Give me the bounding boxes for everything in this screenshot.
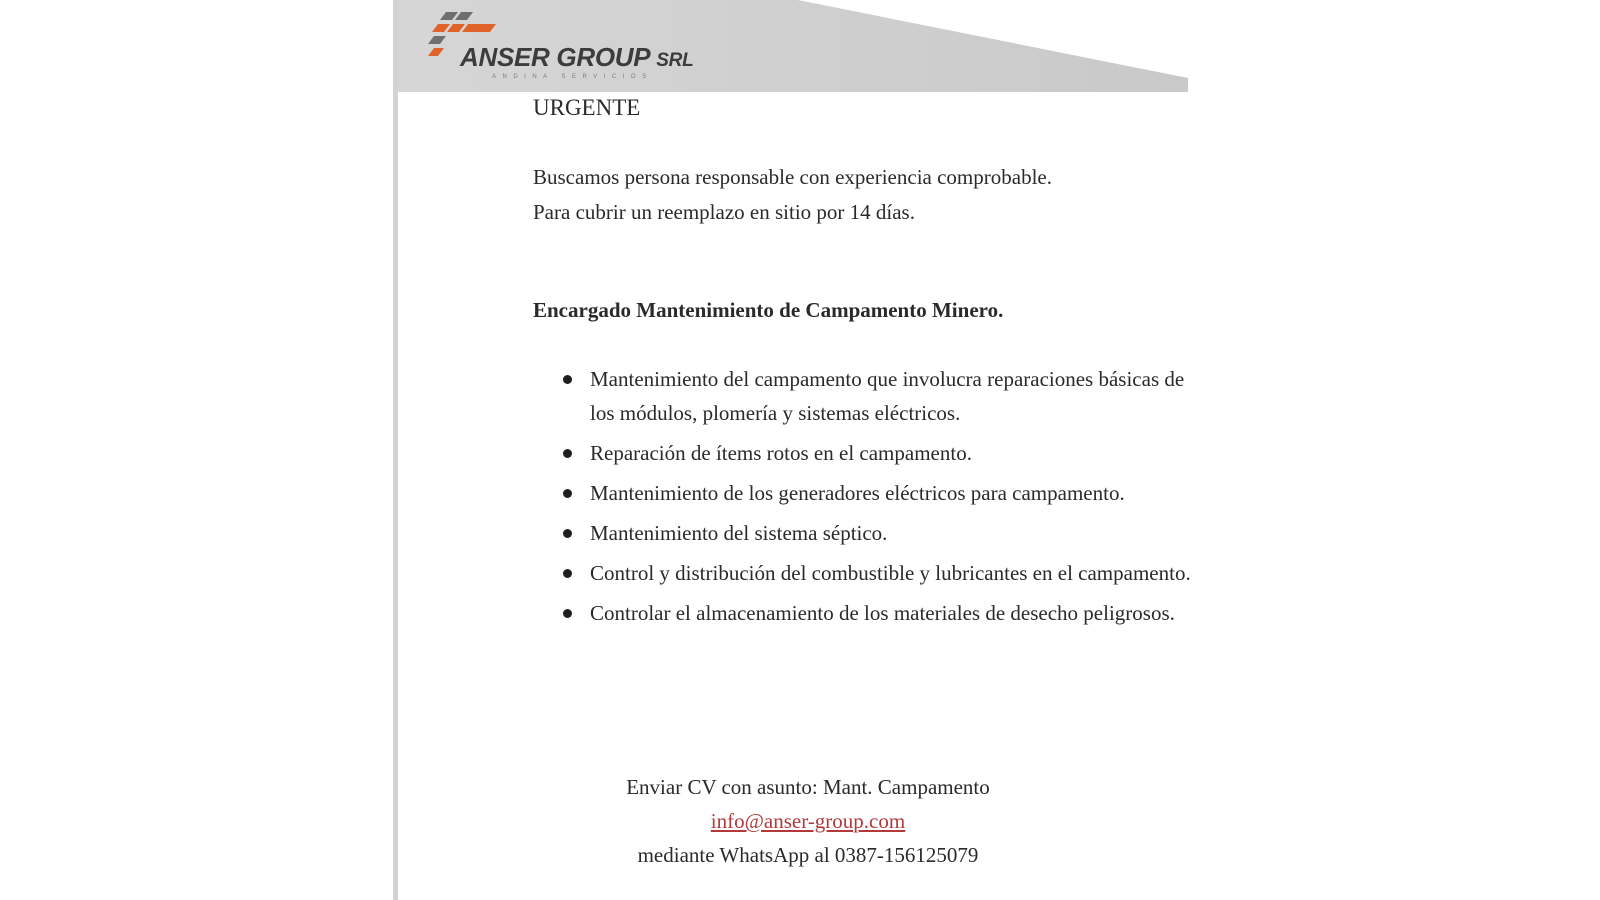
duty-item [533,596,1193,630]
job-title: Encargado Mantenimiento de Campamento Minero. [533,298,1004,322]
cv-subject-line: Enviar CV con asunto: Mant. Campamento [626,775,990,799]
bullet-icon [563,489,572,498]
duty-item [533,476,1193,510]
intro-line: Para cubrir un reemplazo en sitio por 14 días. [533,200,915,224]
bullet-icon [563,609,572,618]
duty-text: Mantenimiento del sistema séptico. [590,521,888,545]
logo-name-text: ANSER GROUP [460,42,651,72]
bullet-icon [563,569,572,578]
duty-text: Mantenimiento de los generadores eléctricos para campamento. [590,481,1125,505]
duty-item [533,516,1193,550]
duty-item [533,362,1193,430]
email-link[interactable]: info@anser-group.com [710,809,906,833]
duty-text: Mantenimiento del campamento que involucra reparaciones básicas de los módulos, plomería y sistemas eléctricos. [590,367,1185,425]
duty-item [533,556,1193,590]
intro-line: Buscamos persona responsable con experiencia comprobable. [533,165,1052,189]
duty-text: Control y distribución del combustible y lubricantes en el campamento. [590,561,1191,585]
intro-paragraph [533,160,1052,230]
urgent-label: URGENTE [533,95,641,120]
job-posting-document [393,0,1213,900]
duty-item [533,436,1193,470]
bullet-icon [563,375,572,384]
company-logo [428,8,698,88]
bullet-icon [563,529,572,538]
logo-suffix-text: SRL [656,50,694,71]
contact-section [398,770,1218,872]
duties-list [533,362,1193,636]
header-band [398,0,1210,92]
logo-wordmark [460,42,693,73]
duty-text: Reparación de ítems rotos en el campamento. [590,441,972,465]
duty-text: Controlar el almacenamiento de los materiales de desecho peligrosos. [590,601,1175,625]
bullet-icon [563,449,572,458]
whatsapp-line: mediante WhatsApp al 0387-156125079 [637,843,979,867]
logo-tagline: ANDINA SERVICIOS [492,74,653,80]
